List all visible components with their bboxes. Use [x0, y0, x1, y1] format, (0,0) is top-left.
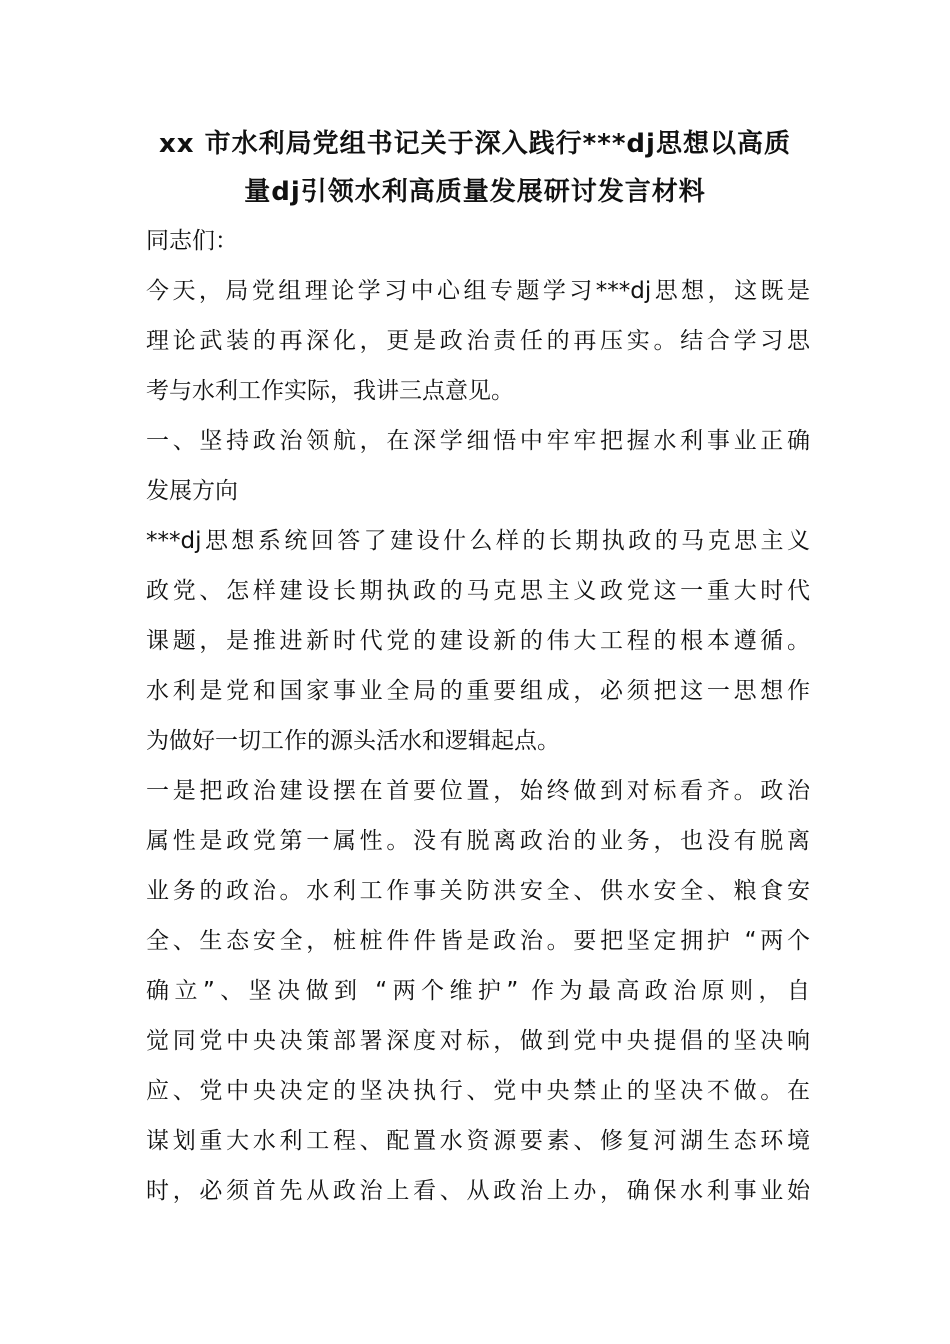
- document-title-line-1: xx 市水利局党组书记关于深入践行***dj思想以高质: [159, 129, 791, 159]
- document-title-line-2: 量dj引领水利高质量发展研讨发言材料: [244, 177, 706, 207]
- paragraph-line: 时，必须首先从政治上看、从政治上办，确保水利事业始: [146, 1178, 810, 1204]
- paragraph-line: 业务的政治。水利工作事关防洪安全、供水安全、粮食安: [146, 878, 810, 904]
- paragraph-line: 水利是党和国家事业全局的重要组成，必须把这一思想作: [146, 678, 810, 704]
- paragraph-line: 觉同党中央决策部署深度对标，做到党中央提倡的坚决响: [146, 1028, 810, 1054]
- paragraph-line: 全、生态安全，桩桩件件皆是政治。要把坚定拥护 “两个: [146, 928, 810, 954]
- paragraph-line: 确立”、坚决做到 “两个维护” 作为最高政治原则，自: [146, 978, 810, 1004]
- paragraph-line: 政党、怎样建设长期执政的马克思主义政党这一重大时代: [146, 578, 810, 604]
- section-heading-line: 一、坚持政治领航，在深学细悟中牢牢把握水利事业正确: [146, 428, 810, 454]
- paragraph-line: ***dj思想系统回答了建设什么样的长期执政的马克思主义: [146, 528, 810, 554]
- paragraph-line: 谋划重大水利工程、配置水资源要素、修复河湖生态环境: [146, 1128, 810, 1154]
- paragraph-line: 今天，局党组理论学习中心组专题学习***dj思想，这既是: [146, 278, 810, 304]
- paragraph-line: 理论武装的再深化，更是政治责任的再压实。结合学习思: [146, 328, 810, 354]
- paragraph-line: 为做好一切工作的源头活水和逻辑起点。: [146, 728, 560, 754]
- paragraph-line: 应、党中央决定的坚决执行、党中央禁止的坚决不做。在: [146, 1078, 810, 1104]
- paragraph-line: 一是把政治建设摆在首要位置，始终做到对标看齐。政治: [146, 778, 810, 804]
- paragraph-line: 属性是政党第一属性。没有脱离政治的业务，也没有脱离: [146, 828, 810, 854]
- paragraph-line: 考与水利工作实际，我讲三点意见。: [146, 378, 514, 404]
- paragraph-line: 课题，是推进新时代党的建设新的伟大工程的根本遵循。: [146, 628, 810, 654]
- section-heading-line: 发展方向: [146, 478, 238, 504]
- salutation: 同志们：: [146, 228, 238, 254]
